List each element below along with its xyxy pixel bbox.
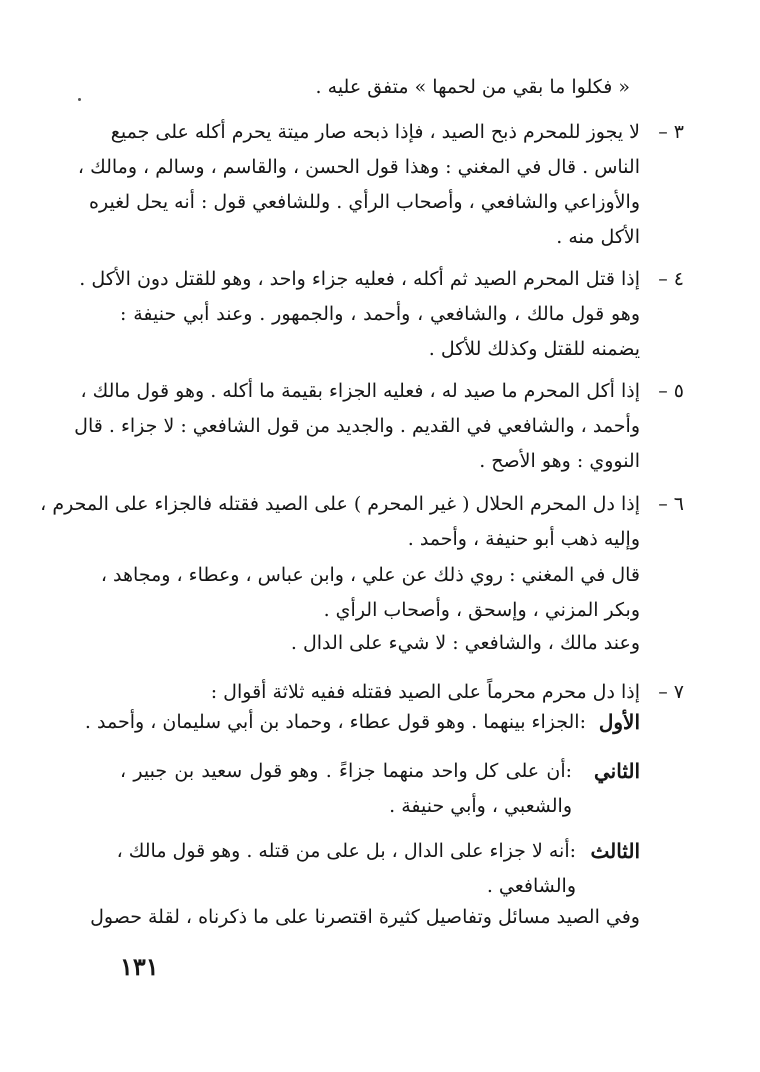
opinion-label: الثالث bbox=[590, 839, 640, 863]
text-line: يضمنه للقتل وكذلك للأكل . bbox=[428, 338, 640, 360]
text-line: النووي : وهو الأصح . bbox=[479, 450, 640, 472]
item-number: ٤ – bbox=[658, 268, 684, 290]
text-line: « فكلوا ما بقي من لحمها » متفق عليه . bbox=[315, 76, 630, 98]
opinion-label: الأول bbox=[598, 710, 640, 734]
text-line: :الجزاء بينهما . وهو قول عطاء ، وحماد بن أبي سليمان ، وأحمد . bbox=[84, 711, 586, 733]
opinion-label: الثاني bbox=[593, 759, 640, 783]
text-line: وبكر المزني ، وإسحق ، وأصحاب الرأي . bbox=[323, 599, 640, 621]
text-line: وهو قول مالك ، والشافعي ، وأحمد ، والجمهور . وعند أبي حنيفة : bbox=[120, 303, 640, 325]
text-line: والشافعي . bbox=[486, 875, 576, 897]
text-line: وأحمد ، والشافعي في القديم . والجديد من قول الشافعي : لا جزاء . قال bbox=[74, 415, 640, 437]
text-line: والشعبي ، وأبي حنيفة . bbox=[389, 795, 572, 817]
text-line: إذا أكل المحرم ما صيد له ، فعليه الجزاء بقيمة ما أكله . وهو قول مالك ، bbox=[80, 380, 640, 402]
text-line: إذا قتل المحرم الصيد ثم أكله ، فعليه جزاء واحد ، وهو للقتل دون الأكل . bbox=[79, 268, 640, 290]
text-line: إذا دل محرم محرماً على الصيد فقتله ففيه ثلاثة أقوال : bbox=[210, 681, 640, 703]
item-number: ٣ – bbox=[658, 121, 684, 143]
text-line: وإليه ذهب أبو حنيفة ، وأحمد . bbox=[407, 528, 640, 550]
text-line: :أن على كل واحد منهما جزاءً . وهو قول سعيد بن جبير ، bbox=[120, 760, 572, 782]
text-line: والأوزاعي والشافعي ، وأصحاب الرأي . وللشافعي قول : أنه يحل لغيره bbox=[89, 191, 640, 213]
item-number: ٧ – bbox=[658, 681, 684, 703]
speck bbox=[78, 98, 81, 101]
text-line: الناس . قال في المغني : وهذا قول الحسن ، والقاسم ، وسالم ، ومالك ، bbox=[77, 156, 640, 178]
text-line: إذا دل المحرم الحلال ( غير المحرم ) على الصيد فقتله فالجزاء على المحرم ، bbox=[40, 493, 640, 515]
text-line: قال في المغني : روي ذلك عن علي ، وابن عباس ، وعطاء ، ومجاهد ، bbox=[100, 564, 640, 586]
item-number: ٥ – bbox=[658, 380, 684, 402]
page-number: ١٣١ bbox=[120, 952, 159, 981]
item-number: ٦ – bbox=[658, 493, 684, 515]
text-line: وفي الصيد مسائل وتفاصيل كثيرة اقتصرنا على ما ذكرناه ، لقلة حصول bbox=[90, 906, 640, 928]
text-line: :أنه لا جزاء على الدال ، بل على من قتله . وهو قول مالك ، bbox=[116, 840, 576, 862]
text-line: وعند مالك ، والشافعي : لا شيء على الدال . bbox=[290, 632, 640, 654]
text-line: الأكل منه . bbox=[556, 226, 640, 248]
text-line: لا يجوز للمحرم ذبح الصيد ، فإذا ذبحه صار ميتة يحرم أكله على جميع bbox=[110, 121, 640, 143]
